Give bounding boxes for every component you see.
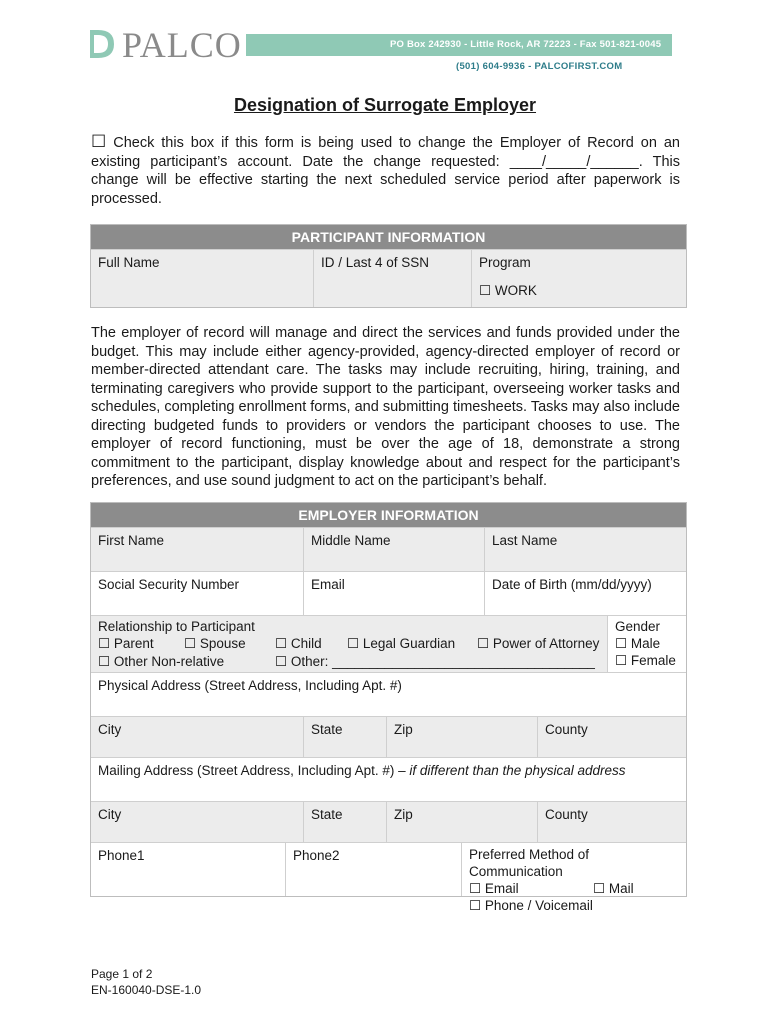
mailing-city-field[interactable] [91,802,303,842]
gender-field [607,616,686,672]
work-checkbox[interactable]: ☐ WORK [479,283,537,298]
mailing-city-label: City [98,807,122,822]
participant-header: PARTICIPANT INFORMATION [91,225,686,249]
employer-description: The employer of record will manage and direct the services and funds provided under the budget. This may include either agency-provided, agency-directed employer of record or member-directed attendant care. The tasks may include recruiting, hiring, training, and terminating caregivers who provide support to the participant, overseeing worker tasks and schedules, completing enrollment forms, and submitting timesheets. Tasks may also include directing budgeted funds to providers or vendors the participant chooses to use. The employer of record functioning, must be over the age of 18, demonstrate a strong commitment to the participant, display knowledge about and respect for the participant’s preferences, and use sound judgment to act on the participant’s behalf. [91,325,680,489]
employer-header: EMPLOYER INFORMATION [91,503,686,527]
intro-text: Check this box if this form is being used to change the Employer of Record on an existing participant’s account. Date the change requested: ____/_____/______. This change will be effective starting the next scheduled service period after paperwork is processed. [91,135,680,207]
mailing-county-field[interactable] [537,802,686,842]
dob-field[interactable] [484,572,686,615]
last-name-label: Last Name [492,533,558,548]
document-id: EN-160040-DSE-1.0 [91,983,202,997]
relationship-legal-guardian-checkbox[interactable]: ☐ Legal Guardian [347,636,456,651]
zip-field[interactable] [386,717,537,757]
palco-logo-icon [88,28,118,60]
relationship-label: Relationship to Participant [98,619,255,634]
pref-phone-checkbox[interactable]: ☐ Phone / Voicemail [469,898,593,913]
state-field[interactable] [303,717,386,757]
mailing-state-label: State [311,807,343,822]
id-ssn-field[interactable] [313,250,471,307]
gender-female-checkbox[interactable]: ☐ Female [615,653,676,668]
county-field[interactable] [537,717,686,757]
employer-table [90,502,687,913]
ssn-field[interactable] [91,572,303,615]
gender-label: Gender [615,619,661,634]
phone1-label: Phone1 [98,848,145,863]
state-label: State [311,722,343,737]
gender-male-checkbox[interactable]: ☐ Male [615,636,661,651]
program-field [471,250,686,307]
intro-paragraph [91,133,680,208]
mailing-address-field[interactable] [91,758,686,801]
dob-label: Date of Birth (mm/dd/yyyy) [492,577,652,592]
mailing-state-field[interactable] [303,802,386,842]
relationship-poa-checkbox[interactable]: ☐ Power of Attorney [477,636,600,651]
zip-label: Zip [394,722,413,737]
county-label: County [545,722,588,737]
email-label: Email [311,577,345,592]
participant-table [90,224,687,308]
relationship-spouse-checkbox[interactable]: ☐ Spouse [184,636,246,651]
phone2-label: Phone2 [293,848,340,863]
full-name-label: Full Name [98,255,160,270]
pref-email-checkbox[interactable]: ☐ Email [469,881,519,896]
address-line: PO Box 242930 - Little Rock, AR 72223 - Fax 501-821-0045 [390,39,662,50]
first-name-field[interactable] [91,528,303,571]
relationship-parent-checkbox[interactable]: ☐ Parent [98,636,154,651]
id-ssn-label: ID / Last 4 of SSN [321,255,430,270]
mailing-zip-field[interactable] [386,802,537,842]
relationship-field [91,616,607,672]
relationship-other-checkbox[interactable]: ☐ Other: ___________________________________ [275,654,595,669]
full-name-field[interactable] [91,250,313,307]
pref-mail-checkbox[interactable]: ☐ Mail [593,881,634,896]
preferred-communication-field [461,843,686,913]
preferred-communication-label: Preferred Method of Communication [469,847,590,879]
page-title: Designation of Surrogate Employer [233,95,537,115]
contact-line: (501) 604-9936 - PALCOFIRST.COM [456,61,623,72]
mailing-county-label: County [545,807,588,822]
relationship-child-checkbox[interactable]: ☐ Child [275,636,322,651]
mailing-address-label: Mailing Address (Street Address, Including Apt. #) – [98,763,410,778]
program-label: Program [479,255,531,270]
first-name-label: First Name [98,533,165,548]
page-number: Page 1 of 2 [91,967,153,981]
city-field[interactable] [91,717,303,757]
middle-name-label: Middle Name [311,533,391,548]
phone1-field[interactable] [91,843,285,896]
phone2-field[interactable] [285,843,461,896]
physical-address-field[interactable] [91,673,686,716]
relationship-other-nonrelative-checkbox[interactable]: ☐ Other Non-relative [98,654,225,669]
last-name-field[interactable] [484,528,686,571]
physical-address-label: Physical Address (Street Address, Including Apt. #) [98,678,402,693]
ssn-label: Social Security Number [98,577,240,592]
mailing-address-note: if different than the physical address [409,763,626,778]
mailing-zip-label: Zip [394,807,413,822]
email-field[interactable] [303,572,484,615]
change-employer-checkbox[interactable]: ☐ [91,132,107,151]
middle-name-field[interactable] [303,528,484,571]
logo-text: PALCO [122,25,242,65]
city-label: City [98,722,122,737]
